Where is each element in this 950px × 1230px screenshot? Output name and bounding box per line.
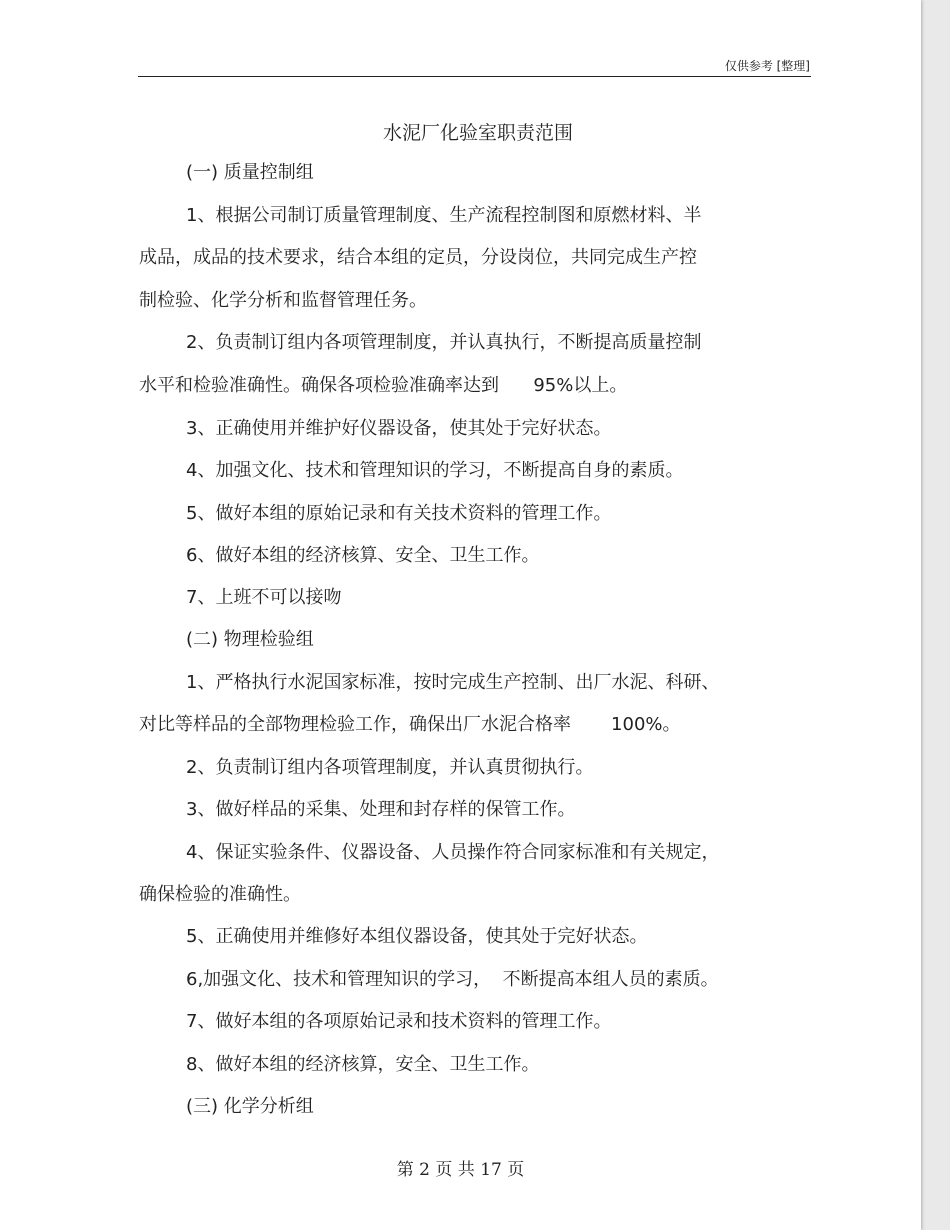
- paragraph-line: 8、做好本组的经济核算，安全、卫生工作。: [186, 1054, 540, 1075]
- section-heading-3: (三) 化学分析组: [186, 1096, 314, 1117]
- paragraph-line: 1、严格执行水泥国家标准，按时完成生产控制、出厂水泥、科研、: [186, 672, 720, 693]
- paragraph-line: 6、做好本组的经济核算、安全、卫生工作。: [186, 545, 540, 566]
- paragraph-line: 5、做好本组的原始记录和有关技术资料的管理工作。: [186, 503, 612, 524]
- paragraph-line: 1、根据公司制订质量管理制度、生产流程控制图和原燃材料、半: [186, 205, 702, 226]
- paragraph-line: 7、上班不可以接吻: [186, 587, 342, 608]
- header-note: 仅供参考 [整理]: [724, 59, 810, 73]
- paragraph-line: 6,加强文化、技术和管理知识的学习， 不断提高本组人员的素质。: [186, 969, 719, 990]
- paragraph-line: 制检验、化学分析和监督管理任务。: [139, 290, 427, 311]
- paragraph-line: 对比等样品的全部物理检验工作，确保出厂水泥合格率 100%。: [139, 714, 681, 735]
- header-divider: [138, 76, 811, 77]
- page-number-footer: 第 2 页 共 17 页: [396, 1160, 525, 1180]
- paragraph-line: 4、保证实验条件、仪器设备、人员操作符合同家标准和有关规定，: [186, 842, 720, 863]
- paragraph-line: 4、加强文化、技术和管理知识的学习，不断提高自身的素质。: [186, 460, 684, 481]
- paragraph-line: 3、做好样品的采集、处理和封存样的保管工作。: [186, 799, 576, 820]
- section-heading-1: (一) 质量控制组: [186, 162, 314, 183]
- paragraph-line: 成品，成品的技术要求，结合本组的定员，分设岗位，共同完成生产控: [139, 247, 697, 268]
- page-title: 水泥厂化验室职责范围: [382, 122, 573, 144]
- paragraph-line: 3、正确使用并维护好仪器设备，使其处于完好状态。: [186, 418, 612, 439]
- paragraph-line: 7、做好本组的各项原始记录和技术资料的管理工作。: [186, 1011, 612, 1032]
- paragraph-line: 确保检验的准确性。: [139, 884, 301, 905]
- paragraph-line: 2、负责制订组内各项管理制度，并认真执行，不断提高质量控制: [186, 332, 702, 353]
- paragraph-line: 水平和检验准确性。确保各项检验准确率达到 95%以上。: [139, 375, 628, 396]
- paragraph-line: 5、正确使用并维修好本组仪器设备，使其处于完好状态。: [186, 926, 648, 947]
- section-heading-2: (二) 物理检验组: [186, 629, 314, 650]
- paragraph-line: 2、负责制订组内各项管理制度，并认真贯彻执行。: [186, 757, 594, 778]
